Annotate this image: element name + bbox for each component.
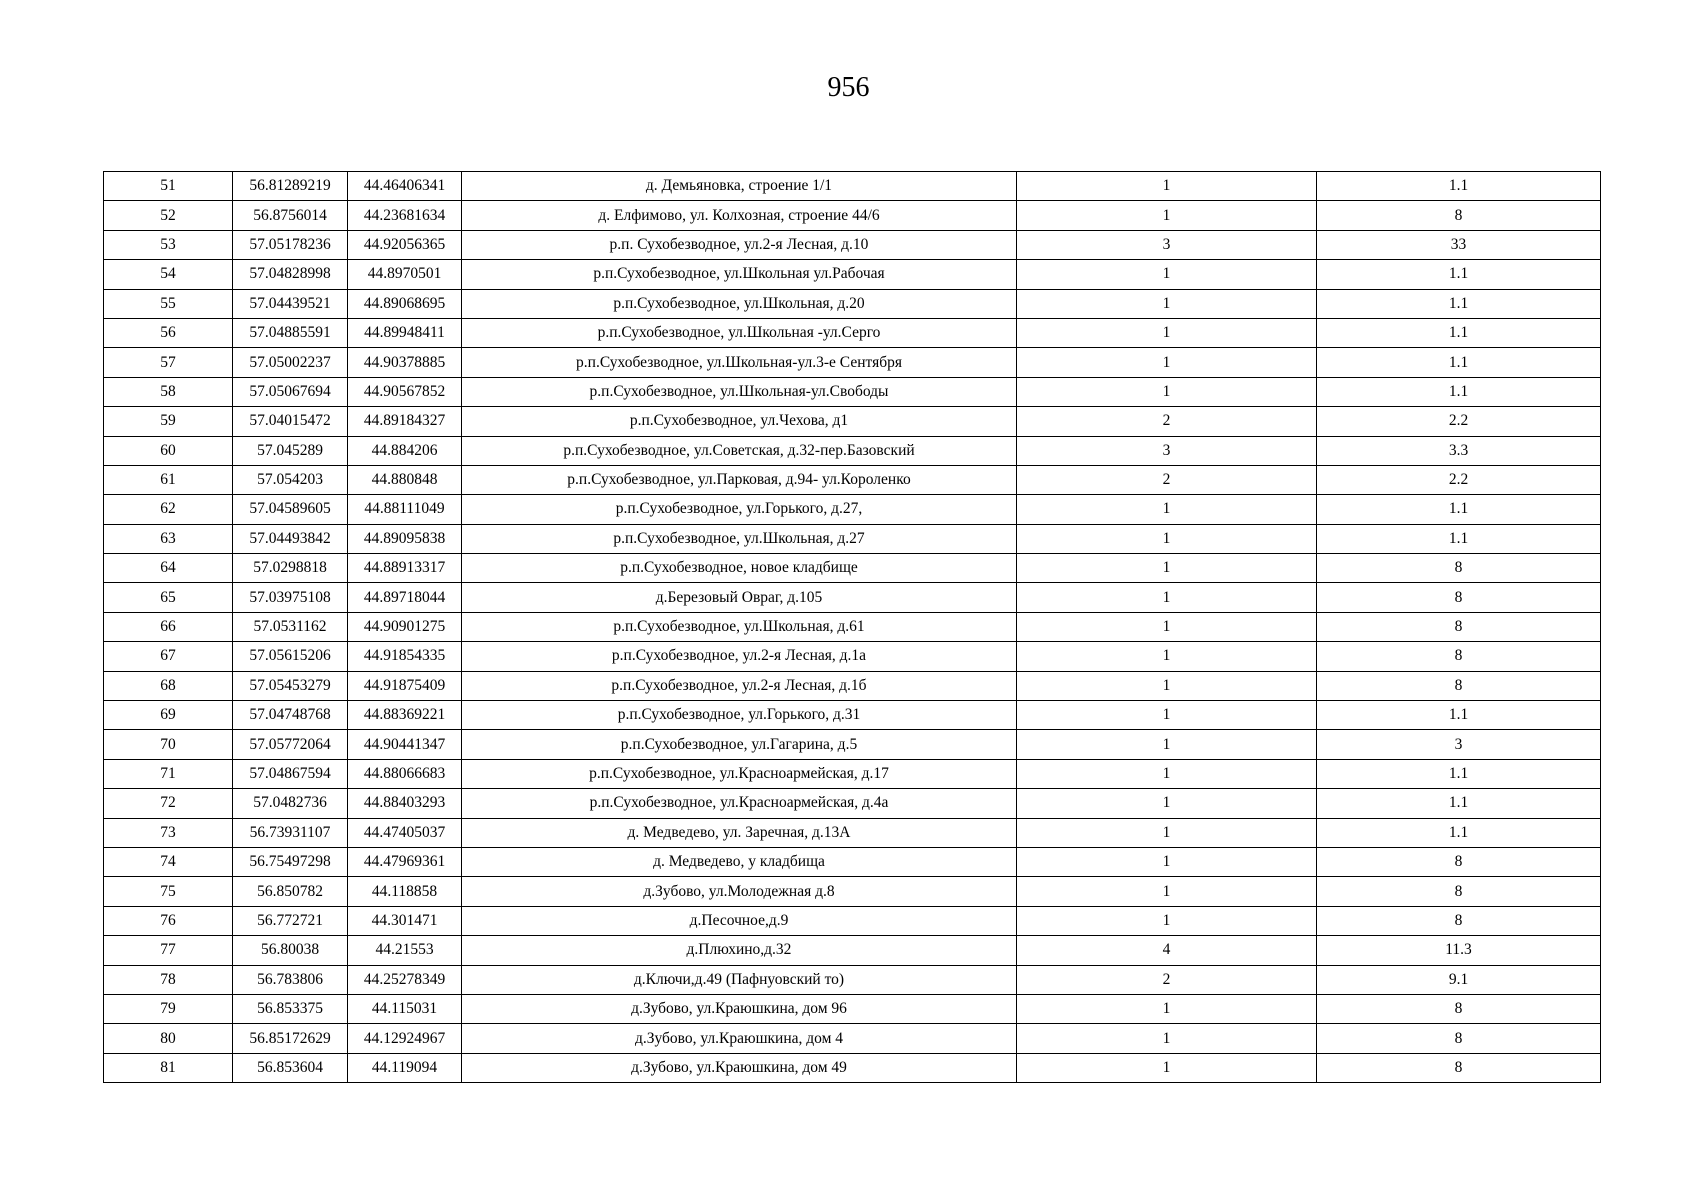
- address-cell: р.п.Сухобезводное, ул.2-я Лесная, д.1а: [462, 642, 1017, 671]
- container-count-cell: 1: [1017, 318, 1317, 347]
- address-cell: д. Медведево, ул. Заречная, д.13А: [462, 818, 1017, 847]
- container-count-cell: 1: [1017, 260, 1317, 289]
- address-cell: д. Демьяновка, строение 1/1: [462, 172, 1017, 201]
- row-number-cell: 55: [104, 289, 233, 318]
- volume-cell: 8: [1317, 847, 1601, 876]
- row-number-cell: 74: [104, 847, 233, 876]
- address-cell: р.п.Сухобезводное, ул.Чехова, д1: [462, 407, 1017, 436]
- longitude-cell: 44.89095838: [348, 524, 462, 553]
- row-number-cell: 63: [104, 524, 233, 553]
- address-cell: р.п.Сухобезводное, ул.Школьная ул.Рабочая: [462, 260, 1017, 289]
- table-row: [104, 524, 1601, 553]
- longitude-cell: 44.47405037: [348, 818, 462, 847]
- address-cell: д.Зубово, ул.Краюшкина, дом 49: [462, 1053, 1017, 1082]
- volume-cell: 8: [1317, 877, 1601, 906]
- table-row: [104, 789, 1601, 818]
- volume-cell: 8: [1317, 554, 1601, 583]
- container-count-cell: 1: [1017, 348, 1317, 377]
- longitude-cell: 44.25278349: [348, 965, 462, 994]
- table-row: [104, 318, 1601, 347]
- table-row: [104, 936, 1601, 965]
- longitude-cell: 44.8970501: [348, 260, 462, 289]
- volume-cell: 8: [1317, 1024, 1601, 1053]
- longitude-cell: 44.88066683: [348, 759, 462, 788]
- latitude-cell: 57.05067694: [233, 377, 348, 406]
- longitude-cell: 44.88369221: [348, 701, 462, 730]
- row-number-cell: 69: [104, 701, 233, 730]
- row-number-cell: 62: [104, 495, 233, 524]
- latitude-cell: 57.05002237: [233, 348, 348, 377]
- container-count-cell: 1: [1017, 554, 1317, 583]
- volume-cell: 1.1: [1317, 348, 1601, 377]
- volume-cell: 8: [1317, 994, 1601, 1023]
- table-row: [104, 612, 1601, 641]
- table-row: [104, 877, 1601, 906]
- longitude-cell: 44.91875409: [348, 671, 462, 700]
- latitude-cell: 56.853604: [233, 1053, 348, 1082]
- address-cell: р.п.Сухобезводное, ул.Горького, д.31: [462, 701, 1017, 730]
- longitude-cell: 44.884206: [348, 436, 462, 465]
- row-number-cell: 57: [104, 348, 233, 377]
- row-number-cell: 53: [104, 230, 233, 259]
- volume-cell: 1.1: [1317, 789, 1601, 818]
- container-count-cell: 1: [1017, 1024, 1317, 1053]
- table-row: [104, 348, 1601, 377]
- volume-cell: 1.1: [1317, 701, 1601, 730]
- row-number-cell: 68: [104, 671, 233, 700]
- latitude-cell: 57.05772064: [233, 730, 348, 759]
- latitude-cell: 56.772721: [233, 906, 348, 935]
- row-number-cell: 80: [104, 1024, 233, 1053]
- volume-cell: 8: [1317, 642, 1601, 671]
- longitude-cell: 44.47969361: [348, 847, 462, 876]
- row-number-cell: 51: [104, 172, 233, 201]
- longitude-cell: 44.119094: [348, 1053, 462, 1082]
- latitude-cell: 57.04828998: [233, 260, 348, 289]
- address-cell: д.Зубово, ул.Краюшкина, дом 4: [462, 1024, 1017, 1053]
- volume-cell: 8: [1317, 583, 1601, 612]
- container-count-cell: 1: [1017, 642, 1317, 671]
- longitude-cell: 44.880848: [348, 465, 462, 494]
- row-number-cell: 67: [104, 642, 233, 671]
- longitude-cell: 44.89184327: [348, 407, 462, 436]
- longitude-cell: 44.88403293: [348, 789, 462, 818]
- address-cell: р.п.Сухобезводное, ул.Школьная -ул.Серго: [462, 318, 1017, 347]
- address-cell: р.п.Сухобезводное, ул.Школьная, д.20: [462, 289, 1017, 318]
- row-number-cell: 70: [104, 730, 233, 759]
- table-row: [104, 407, 1601, 436]
- container-count-cell: 2: [1017, 965, 1317, 994]
- container-count-cell: 1: [1017, 524, 1317, 553]
- volume-cell: 8: [1317, 201, 1601, 230]
- table-row: [104, 554, 1601, 583]
- row-number-cell: 75: [104, 877, 233, 906]
- longitude-cell: 44.115031: [348, 994, 462, 1023]
- latitude-cell: 57.04589605: [233, 495, 348, 524]
- address-cell: д.Песочное,д.9: [462, 906, 1017, 935]
- latitude-cell: 57.04748768: [233, 701, 348, 730]
- volume-cell: 33: [1317, 230, 1601, 259]
- address-cell: р.п.Сухобезводное, ул.Горького, д.27,: [462, 495, 1017, 524]
- latitude-cell: 57.054203: [233, 465, 348, 494]
- volume-cell: 8: [1317, 671, 1601, 700]
- volume-cell: 1.1: [1317, 495, 1601, 524]
- latitude-cell: 57.05615206: [233, 642, 348, 671]
- longitude-cell: 44.90567852: [348, 377, 462, 406]
- row-number-cell: 59: [104, 407, 233, 436]
- address-cell: д. Елфимово, ул. Колхозная, строение 44/6: [462, 201, 1017, 230]
- container-count-cell: 1: [1017, 789, 1317, 818]
- volume-cell: 11.3: [1317, 936, 1601, 965]
- row-number-cell: 76: [104, 906, 233, 935]
- row-number-cell: 66: [104, 612, 233, 641]
- address-cell: р.п. Сухобезводное, ул.2-я Лесная, д.10: [462, 230, 1017, 259]
- table-row: [104, 994, 1601, 1023]
- row-number-cell: 72: [104, 789, 233, 818]
- latitude-cell: 57.04439521: [233, 289, 348, 318]
- address-cell: р.п.Сухобезводное, ул.Советская, д.32-пер.Базовский: [462, 436, 1017, 465]
- volume-cell: 9.1: [1317, 965, 1601, 994]
- table-row: [104, 201, 1601, 230]
- table-row: [104, 289, 1601, 318]
- latitude-cell: 57.05453279: [233, 671, 348, 700]
- row-number-cell: 54: [104, 260, 233, 289]
- latitude-cell: 57.03975108: [233, 583, 348, 612]
- table-row: [104, 818, 1601, 847]
- latitude-cell: 57.0298818: [233, 554, 348, 583]
- address-cell: д.Ключи,д.49 (Пафнуовский то): [462, 965, 1017, 994]
- address-cell: р.п.Сухобезводное, ул.Школьная, д.27: [462, 524, 1017, 553]
- volume-cell: 1.1: [1317, 818, 1601, 847]
- container-count-cell: 1: [1017, 730, 1317, 759]
- row-number-cell: 64: [104, 554, 233, 583]
- container-count-cell: 3: [1017, 436, 1317, 465]
- container-count-cell: 1: [1017, 847, 1317, 876]
- container-count-cell: 1: [1017, 759, 1317, 788]
- latitude-cell: 57.0482736: [233, 789, 348, 818]
- table-row: [104, 1024, 1601, 1053]
- container-count-cell: 1: [1017, 1053, 1317, 1082]
- container-count-cell: 1: [1017, 994, 1317, 1023]
- table-row: [104, 759, 1601, 788]
- address-cell: р.п.Сухобезводное, ул.Парковая, д.94- ул.Короленко: [462, 465, 1017, 494]
- table-row: [104, 583, 1601, 612]
- row-number-cell: 52: [104, 201, 233, 230]
- table-row: [104, 260, 1601, 289]
- address-cell: р.п.Сухобезводное, ул.Красноармейская, д.17: [462, 759, 1017, 788]
- latitude-cell: 56.81289219: [233, 172, 348, 201]
- address-cell: р.п.Сухобезводное, ул.Школьная, д.61: [462, 612, 1017, 641]
- table-row: [104, 377, 1601, 406]
- address-cell: р.п.Сухобезводное, ул.Гагарина, д.5: [462, 730, 1017, 759]
- table-row: [104, 642, 1601, 671]
- latitude-cell: 57.04015472: [233, 407, 348, 436]
- latitude-cell: 56.75497298: [233, 847, 348, 876]
- row-number-cell: 71: [104, 759, 233, 788]
- container-count-cell: 2: [1017, 407, 1317, 436]
- volume-cell: 1.1: [1317, 260, 1601, 289]
- row-number-cell: 58: [104, 377, 233, 406]
- address-cell: д. Медведево, у кладбища: [462, 847, 1017, 876]
- latitude-cell: 57.04885591: [233, 318, 348, 347]
- page-number: 956: [827, 72, 870, 103]
- table-row: [104, 436, 1601, 465]
- table-row: [104, 847, 1601, 876]
- volume-cell: 1.1: [1317, 524, 1601, 553]
- row-number-cell: 81: [104, 1053, 233, 1082]
- container-count-cell: 4: [1017, 936, 1317, 965]
- row-number-cell: 78: [104, 965, 233, 994]
- volume-cell: 8: [1317, 1053, 1601, 1082]
- container-count-cell: 1: [1017, 377, 1317, 406]
- latitude-cell: 56.783806: [233, 965, 348, 994]
- volume-cell: 3.3: [1317, 436, 1601, 465]
- address-cell: р.п.Сухобезводное, ул.2-я Лесная, д.1б: [462, 671, 1017, 700]
- row-number-cell: 65: [104, 583, 233, 612]
- container-count-cell: 1: [1017, 906, 1317, 935]
- latitude-cell: 57.05178236: [233, 230, 348, 259]
- longitude-cell: 44.118858: [348, 877, 462, 906]
- container-count-cell: 2: [1017, 465, 1317, 494]
- sites-table: [103, 171, 1601, 1083]
- address-cell: р.п.Сухобезводное, ул.Школьная-ул.Свободы: [462, 377, 1017, 406]
- latitude-cell: 57.04493842: [233, 524, 348, 553]
- volume-cell: 1.1: [1317, 172, 1601, 201]
- volume-cell: 1.1: [1317, 289, 1601, 318]
- longitude-cell: 44.90378885: [348, 348, 462, 377]
- longitude-cell: 44.92056365: [348, 230, 462, 259]
- row-number-cell: 79: [104, 994, 233, 1023]
- address-cell: р.п.Сухобезводное, новое кладбище: [462, 554, 1017, 583]
- container-count-cell: 1: [1017, 289, 1317, 318]
- volume-cell: 2.2: [1317, 465, 1601, 494]
- row-number-cell: 56: [104, 318, 233, 347]
- address-cell: р.п.Сухобезводное, ул.Школьная-ул.3-е Сентября: [462, 348, 1017, 377]
- container-count-cell: 1: [1017, 612, 1317, 641]
- table-row: [104, 172, 1601, 201]
- table-body: [104, 172, 1601, 1083]
- container-count-cell: 1: [1017, 701, 1317, 730]
- latitude-cell: 56.853375: [233, 994, 348, 1023]
- latitude-cell: 57.04867594: [233, 759, 348, 788]
- longitude-cell: 44.89068695: [348, 289, 462, 318]
- longitude-cell: 44.91854335: [348, 642, 462, 671]
- table-row: [104, 230, 1601, 259]
- volume-cell: 1.1: [1317, 318, 1601, 347]
- volume-cell: 3: [1317, 730, 1601, 759]
- table-row: [104, 965, 1601, 994]
- container-count-cell: 1: [1017, 201, 1317, 230]
- container-count-cell: 1: [1017, 172, 1317, 201]
- container-count-cell: 1: [1017, 877, 1317, 906]
- container-count-cell: 1: [1017, 495, 1317, 524]
- address-cell: р.п.Сухобезводное, ул.Красноармейская, д.4а: [462, 789, 1017, 818]
- longitude-cell: 44.89948411: [348, 318, 462, 347]
- table-row: [104, 730, 1601, 759]
- row-number-cell: 61: [104, 465, 233, 494]
- address-cell: д.Плюхино,д.32: [462, 936, 1017, 965]
- latitude-cell: 56.85172629: [233, 1024, 348, 1053]
- longitude-cell: 44.90441347: [348, 730, 462, 759]
- table-row: [104, 1053, 1601, 1082]
- container-count-cell: 1: [1017, 671, 1317, 700]
- longitude-cell: 44.12924967: [348, 1024, 462, 1053]
- table-row: [104, 495, 1601, 524]
- latitude-cell: 56.8756014: [233, 201, 348, 230]
- address-cell: д.Зубово, ул.Молодежная д.8: [462, 877, 1017, 906]
- volume-cell: 8: [1317, 612, 1601, 641]
- latitude-cell: 56.73931107: [233, 818, 348, 847]
- latitude-cell: 57.0531162: [233, 612, 348, 641]
- row-number-cell: 60: [104, 436, 233, 465]
- table-row: [104, 671, 1601, 700]
- address-cell: д.Зубово, ул.Краюшкина, дом 96: [462, 994, 1017, 1023]
- longitude-cell: 44.88913317: [348, 554, 462, 583]
- volume-cell: 1.1: [1317, 759, 1601, 788]
- longitude-cell: 44.89718044: [348, 583, 462, 612]
- latitude-cell: 57.045289: [233, 436, 348, 465]
- volume-cell: 8: [1317, 906, 1601, 935]
- latitude-cell: 56.80038: [233, 936, 348, 965]
- row-number-cell: 77: [104, 936, 233, 965]
- longitude-cell: 44.23681634: [348, 201, 462, 230]
- longitude-cell: 44.46406341: [348, 172, 462, 201]
- table-row: [104, 701, 1601, 730]
- container-count-cell: 1: [1017, 583, 1317, 612]
- longitude-cell: 44.90901275: [348, 612, 462, 641]
- longitude-cell: 44.88111049: [348, 495, 462, 524]
- container-count-cell: 1: [1017, 818, 1317, 847]
- latitude-cell: 56.850782: [233, 877, 348, 906]
- row-number-cell: 73: [104, 818, 233, 847]
- container-count-cell: 3: [1017, 230, 1317, 259]
- longitude-cell: 44.21553: [348, 936, 462, 965]
- address-cell: д.Березовый Овраг, д.105: [462, 583, 1017, 612]
- table-row: [104, 906, 1601, 935]
- table-row: [104, 465, 1601, 494]
- volume-cell: 2.2: [1317, 407, 1601, 436]
- volume-cell: 1.1: [1317, 377, 1601, 406]
- longitude-cell: 44.301471: [348, 906, 462, 935]
